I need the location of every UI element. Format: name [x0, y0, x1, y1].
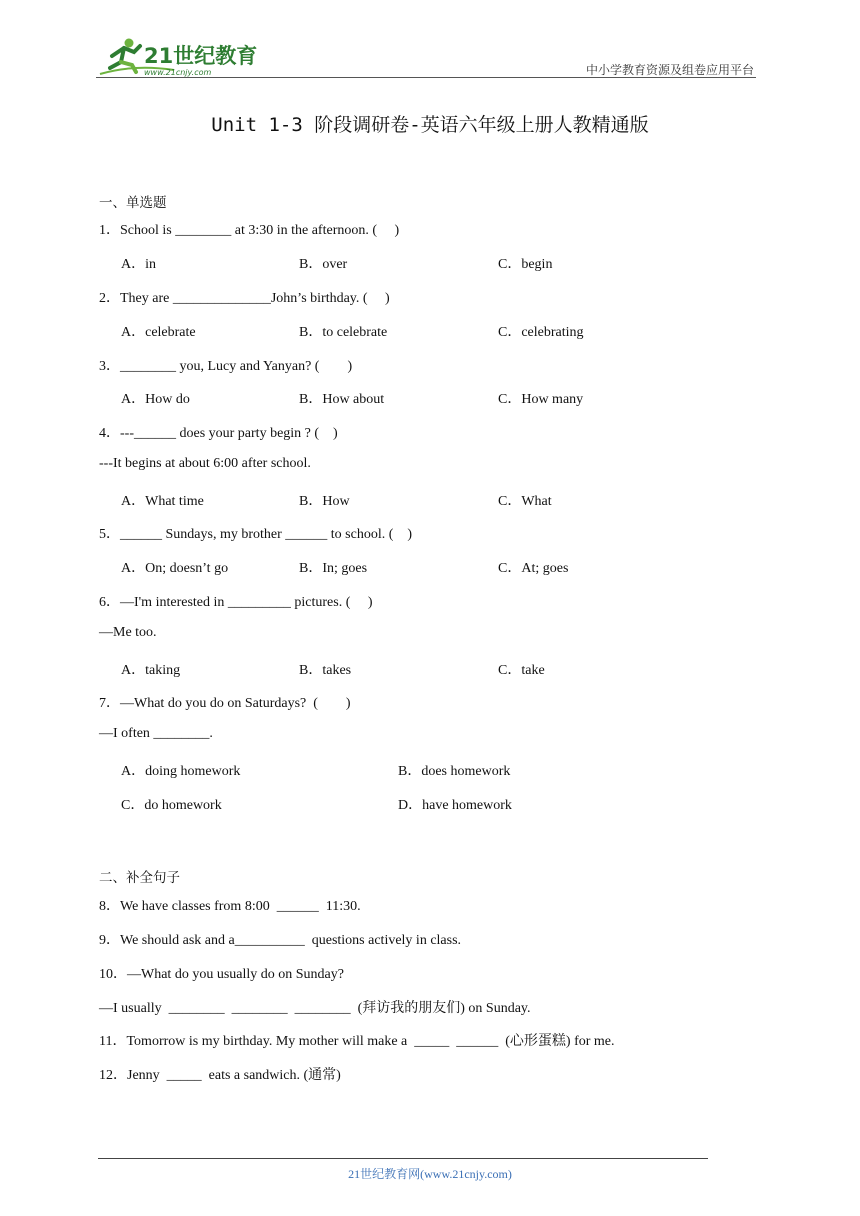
- option-3b: B．How about: [299, 392, 385, 407]
- footer-divider: [98, 1158, 708, 1159]
- question-6: 6．—I'm interested in _________ pictures. ( ): [99, 595, 373, 610]
- question-3: 3．________ you, Lucy and Yanyan? ( ): [99, 359, 353, 374]
- question-5: 5．______ Sundays, my brother ______ to school. ( ): [99, 527, 413, 542]
- option-2a: A．celebrate: [121, 325, 196, 340]
- option-6a: A．taking: [121, 663, 181, 678]
- option-3a: A．How do: [121, 392, 190, 407]
- question-9: 9．We should ask and a__________ questions actively in class.: [99, 933, 462, 948]
- option-1a: A．in: [121, 257, 156, 272]
- section-heading-single-choice: 一、单选题: [99, 195, 167, 211]
- question-10-response: —I usually ________ ________ ________ (拜访我的朋友们) on Sunday.: [99, 1001, 531, 1016]
- option-1c: C．begin: [498, 257, 553, 272]
- option-7b: B．does homework: [398, 764, 511, 779]
- header-divider: [96, 77, 756, 78]
- option-6c: C．take: [498, 663, 545, 678]
- option-5c: C．At; goes: [498, 561, 569, 576]
- option-6b: B．takes: [299, 663, 352, 678]
- page-title: Unit 1-3 阶段调研卷-英语六年级上册人教精通版: [211, 114, 649, 136]
- option-2b: B．to celebrate: [299, 325, 388, 340]
- question-7: 7．—What do you do on Saturdays? ( ): [99, 696, 351, 711]
- option-7c: C．do homework: [121, 798, 222, 813]
- header-tagline: 中小学教育资源及组卷应用平台: [585, 63, 754, 77]
- logo-url: www.21cnjy.com: [144, 68, 212, 77]
- option-4c: C．What: [498, 494, 552, 509]
- option-7d: D．have homework: [398, 798, 512, 813]
- option-1b: B．over: [299, 257, 348, 272]
- option-2c: C．celebrating: [498, 325, 584, 340]
- option-3c: C．How many: [498, 392, 584, 407]
- question-11: 11．Tomorrow is my birthday. My mother will make a _____ ______ (心形蛋糕) for me.: [99, 1034, 615, 1049]
- question-6-response: —Me too.: [99, 625, 157, 640]
- option-7a: A．doing homework: [121, 764, 241, 779]
- question-12: 12．Jenny _____ eats a sandwich. (通常): [99, 1068, 341, 1083]
- question-4: 4．---______ does your party begin ? ( ): [99, 426, 338, 441]
- footer-link[interactable]: 21世纪教育网(www.21cnjy.com): [348, 1167, 512, 1181]
- option-5a: A．On; doesn’t go: [121, 561, 229, 576]
- question-10: 10．—What do you usually do on Sunday?: [99, 967, 344, 982]
- site-logo: [94, 34, 264, 78]
- option-4a: A．What time: [121, 494, 204, 509]
- question-4-response: ---It begins at about 6:00 after school.: [99, 456, 311, 471]
- question-7-response: —I often ________.: [99, 726, 213, 741]
- logo-text: 21世纪教育: [144, 44, 258, 68]
- section-heading-complete-sentences: 二、补全句子: [99, 870, 180, 886]
- option-5b: B．In; goes: [299, 561, 368, 576]
- option-4b: B．How: [299, 494, 350, 509]
- question-8: 8．We have classes from 8:00 ______ 11:30.: [99, 899, 361, 914]
- question-2: 2．They are ______________John’s birthday. ( ): [99, 291, 390, 306]
- question-1: 1．School is ________ at 3:30 in the afternoon. ( ): [99, 223, 400, 238]
